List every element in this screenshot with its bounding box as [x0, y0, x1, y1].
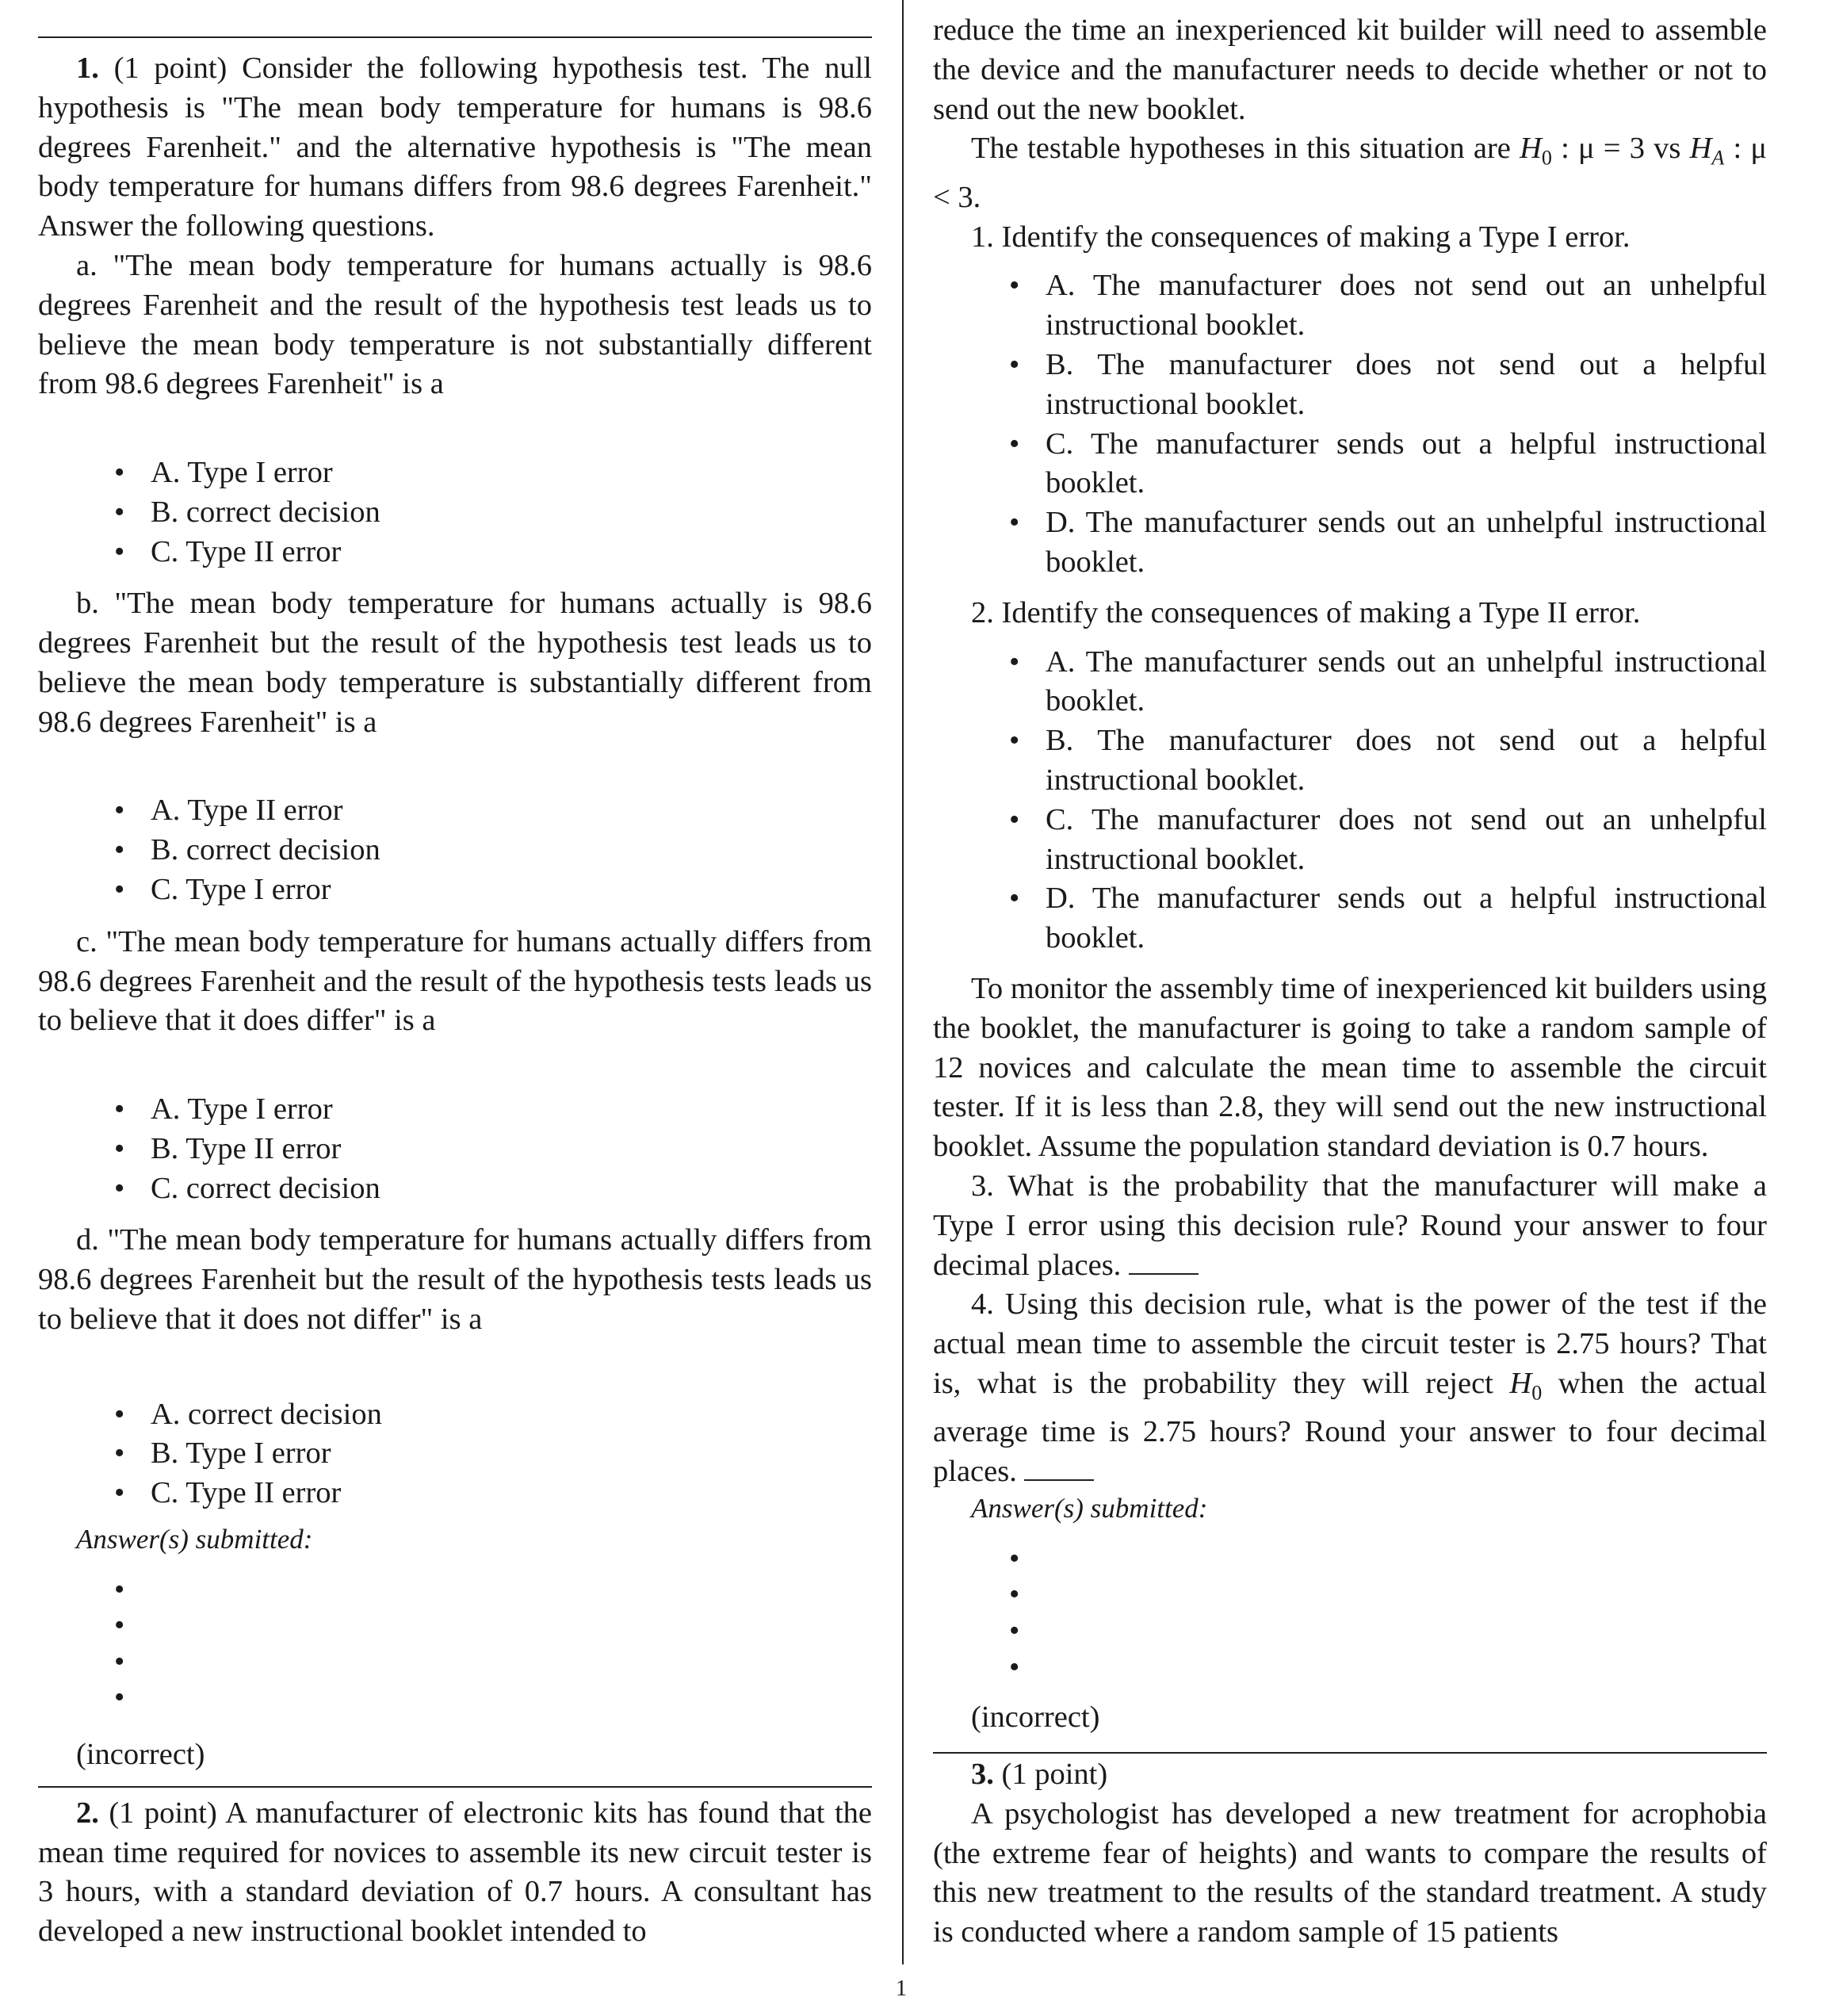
left-column [38, 0, 872, 1952]
problem-2-intro-text: A manufacturer of electronic kits has found that the mean time required for novices to assemble its new circuit tester is 3 hours, with a standard deviation of 0.7 hours. A consultant has developed a new instructional booklet intended to [38, 1796, 872, 1949]
problem-2-points: (1 point) [109, 1796, 217, 1830]
answers-submitted-label: Answer(s) submitted: [76, 1523, 313, 1555]
answers-submitted-label: Answer(s) submitted: [971, 1493, 1208, 1524]
option-item[interactable]: • C. The manufacturer does not send out an unhelpful instructional booklet. [933, 801, 1767, 880]
option-item[interactable]: • B. correct decision [38, 831, 872, 870]
h0-symbol: H [1520, 132, 1542, 166]
option-item[interactable]: • A. Type II error [38, 791, 872, 831]
question-3-text: 3. What is the probability that the manufacturer will make a Type I error using this decision rule? Round your answer to four decimal places. [933, 1169, 1767, 1282]
option-item[interactable]: • C. Type II error [38, 533, 872, 572]
problem-1-intro-text: Consider the following hypothesis test. The null hypothesis is "The mean body temperature for humans is 98.6 degrees Farenheit." and the alternative hypothesis is "The mean body temperature for humans differs from 98.6 degrees Farenheit." Answer the following questions. [38, 52, 872, 243]
problem-divider [38, 36, 872, 38]
option-item[interactable]: • C. Type II error [38, 1474, 872, 1513]
problem-1-part-b-options [38, 791, 872, 909]
q4-h-subscript: 0 [1531, 1381, 1543, 1405]
option-item[interactable]: • B. correct decision [38, 493, 872, 533]
problem-divider [38, 1786, 872, 1788]
problem-1-part-a: a. "The mean body temperature for humans actually is 98.6 degrees Farenheit and the result of the hypothesis test leads us to believe the mean body temperature is not substantially different from 98.6 degrees Farenheit" is a [38, 248, 872, 401]
problem-1-part-d: d. "The mean body temperature for humans actually differs from 98.6 degrees Farenheit but the result of the hypothesis tests leads us to believe that it does not differ" is a [38, 1223, 872, 1336]
problem-2-status: (incorrect) [971, 1700, 1100, 1735]
problem-2-question-2: 2. Identify the consequences of making a Type II error. [971, 595, 1641, 629]
answer-slot [38, 1606, 872, 1643]
problem-2-question-4 [933, 1285, 1767, 1492]
option-item[interactable]: • A. Type I error [38, 1090, 872, 1130]
problem-3-number: 3. [971, 1758, 994, 1792]
problem-1-number: 1. [76, 52, 99, 85]
option-item[interactable]: • B. The manufacturer does not send out a helpful instructional booklet. [933, 721, 1767, 801]
problem-divider [933, 1752, 1767, 1754]
ha-statement: : μ < 3. [933, 132, 1768, 214]
problem-1-part-b: b. "The mean body temperature for humans actually is 98.6 degrees Farenheit but the result of the hypothesis test leads us to believe the mean body temperature is substantially different from 98.6 degrees Farenheit" is a [38, 587, 872, 739]
ha-subscript: A [1711, 147, 1725, 170]
answer-slot [933, 1648, 1767, 1685]
answer-slot [38, 1643, 872, 1679]
problem-1-part-d-options [38, 1395, 872, 1513]
h0-subscript: 0 [1541, 147, 1552, 170]
option-item[interactable]: • B. Type II error [38, 1130, 872, 1169]
problem-2-number: 2. [76, 1796, 99, 1830]
option-item[interactable]: • A. Type I error [38, 453, 872, 493]
problem-2-intro-continued: reduce the time an inexperienced kit builder will need to assemble the device and the manufacturer needs to decide whether or not to send out the new booklet. [933, 13, 1767, 126]
option-item[interactable]: • D. The manufacturer sends out a helpful instructional booklet. [933, 879, 1767, 958]
problem-2-hypotheses [933, 129, 1767, 217]
option-item[interactable]: • B. Type I error [38, 1434, 872, 1474]
problem-2-intro [38, 1794, 872, 1952]
q4-h-symbol: H [1509, 1366, 1532, 1400]
problem-3-intro: A psychologist has developed a new treatment for acrophobia (the extreme fear of heights) and wants to compare the results of this new treatment to the results of the standard treatment. A study is conducted where a random sample of 15 patients [933, 1796, 1767, 1949]
option-item[interactable]: • C. Type I error [38, 870, 872, 910]
option-item[interactable]: • B. The manufacturer does not send out a helpful instructional booklet. [933, 346, 1767, 425]
question-4-text-b: when the actual average time is 2.75 hours? Round your answer to four decimal places. [933, 1366, 1768, 1489]
problem-3-header [933, 1755, 1767, 1795]
problem-1-part-a-options [38, 453, 872, 572]
answer-slot [38, 1678, 872, 1715]
problem-2-question-1: 1. Identify the consequences of making a Type I error. [971, 220, 1631, 254]
problem-3-points: (1 point) [1001, 1758, 1108, 1792]
option-item[interactable]: • C. correct decision [38, 1169, 872, 1209]
problem-1-answers-list [38, 1570, 872, 1715]
problem-1-part-c: c. "The mean body temperature for humans actually differs from 98.6 degrees Farenheit and the result of the hypothesis tests leads us to believe that it does differ" is a [38, 924, 872, 1038]
problem-1-status: (incorrect) [76, 1738, 205, 1772]
problem-2-question-3 [933, 1167, 1767, 1285]
answer-slot [933, 1575, 1767, 1612]
option-item[interactable]: • A. The manufacturer sends out an unhelpful instructional booklet. [933, 643, 1767, 722]
column-divider [902, 0, 904, 1964]
right-column [933, 0, 1767, 1953]
problem-2-monitor-text: To monitor the assembly time of inexperienced kit builders using the booklet, the manufacturer is going to take a random sample of 12 novices and calculate the mean time to assemble the circuit tester. If it is less than 2.8, they will send out the new instructional booklet. Assume the population standard deviation is 0.7 hours. [933, 972, 1767, 1164]
problem-1-points: (1 point) [113, 52, 227, 85]
question-3-answer-blank[interactable] [1129, 1249, 1199, 1275]
answer-slot [933, 1612, 1767, 1648]
option-item[interactable]: • C. The manufacturer sends out a helpful instructional booklet. [933, 425, 1767, 504]
problem-2-answers-list [933, 1540, 1767, 1684]
answer-slot [38, 1570, 872, 1607]
option-item[interactable]: • D. The manufacturer sends out an unhelpful instructional booklet. [933, 503, 1767, 583]
problem-1-part-c-options [38, 1090, 872, 1208]
option-item[interactable]: • A. correct decision [38, 1395, 872, 1435]
problem-1-intro [38, 49, 872, 247]
problem-2-q1-options [933, 266, 1767, 582]
hypotheses-prefix: The testable hypotheses in this situation are [971, 132, 1511, 166]
ha-symbol: H [1689, 132, 1712, 166]
h0-statement: : μ = 3 vs [1551, 132, 1681, 166]
option-item[interactable]: • A. The manufacturer does not send out an unhelpful instructional booklet. [933, 266, 1767, 346]
problem-2-q2-options [933, 643, 1767, 958]
answer-slot [933, 1540, 1767, 1576]
page-number: 1 [896, 1976, 907, 2001]
question-4-text-a: 4. Using this decision rule, what is the power of the test if the actual mean time to assemble the circuit tester is 2.75 hours? That is, what is the probability they will reject [933, 1287, 1767, 1400]
question-4-answer-blank[interactable] [1024, 1456, 1094, 1481]
